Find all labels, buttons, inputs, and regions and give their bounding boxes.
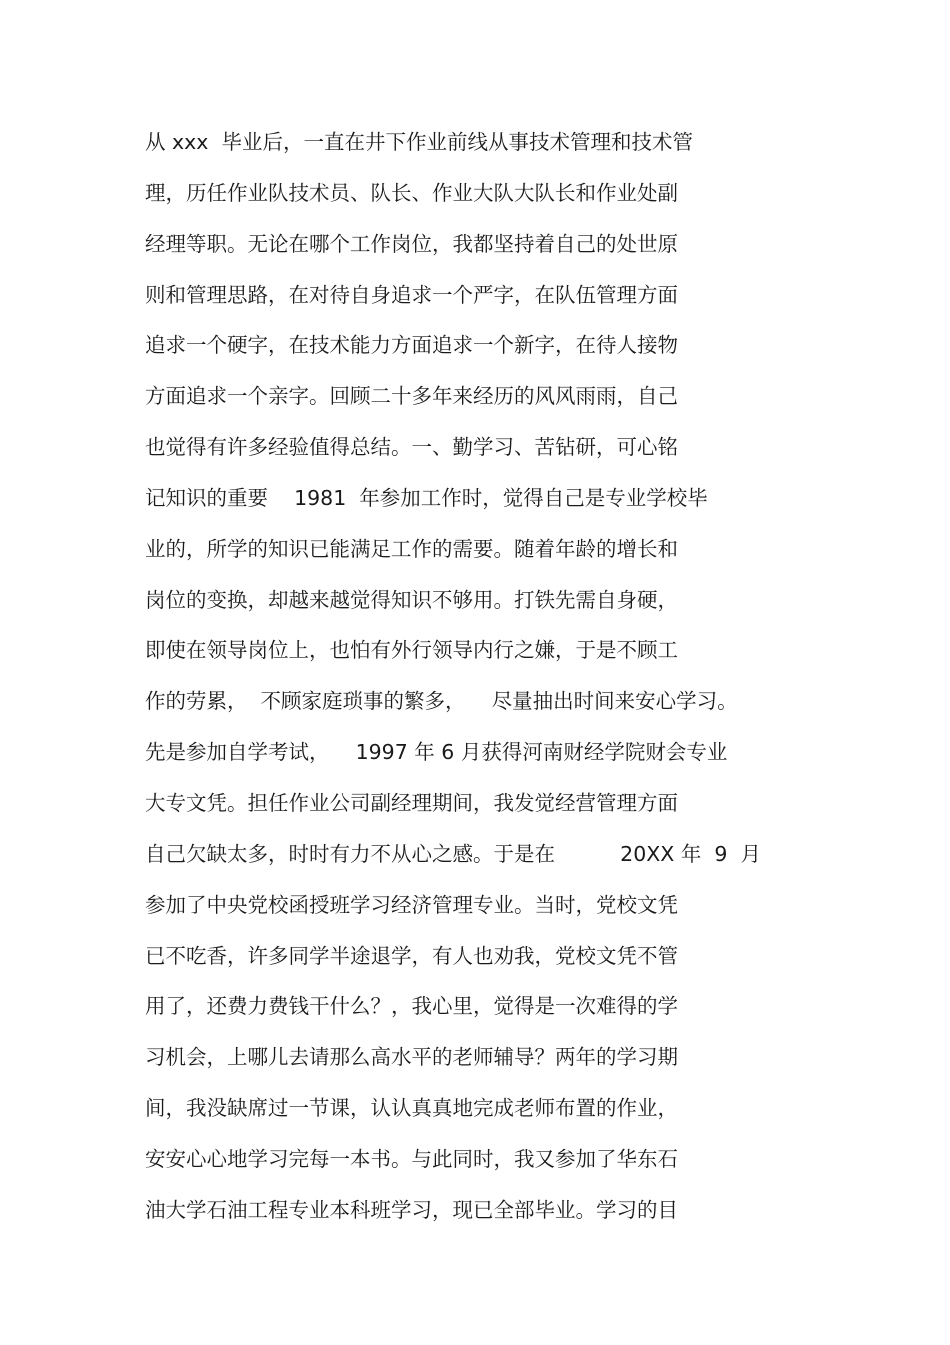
- text-line: 追求一个硬字，在技术能力方面追求一个新字，在待人接物: [145, 333, 678, 358]
- text-line: 先是参加自学考试， 1997 年 6 月获得河南财经学院财会专业: [145, 740, 728, 765]
- text-line: 从 xxx 毕业后，一直在井下作业前线从事技术管理和技术管: [145, 130, 693, 154]
- text-line: 参加了中央党校函授班学习经济管理专业。当时，党校文凭: [145, 892, 678, 917]
- text-line: 理，历任作业队技术员、队长、作业大队大队长和作业处副: [145, 180, 678, 205]
- text-line: 方面追求一个亲字。回顾二十多年来经历的风风雨雨，自己: [145, 384, 678, 409]
- text-line: 也觉得有许多经验值得总结。一、勤学习、苦钻研，可心铭: [145, 435, 678, 460]
- text-line: 安安心心地学习完每一本书。与此同时，我又参加了华东石: [145, 1146, 678, 1171]
- text-line: 经理等职。无论在哪个工作岗位，我都坚持着自己的处世原: [145, 231, 678, 256]
- text-line: 作的劳累， 不顾家庭琐事的繁多， 尽量抽出时间来安心学习。: [145, 689, 738, 714]
- text-line: 业的，所学的知识已能满足工作的需要。随着年龄的增长和: [145, 536, 678, 561]
- text-line: 已不吃香，许多同学半途退学，有人也劝我，党校文凭不管: [145, 943, 678, 968]
- text-line: 用了，还费力费钱干什么？，我心里，觉得是一次难得的学: [145, 994, 678, 1019]
- text-line: 间，我没缺席过一节课，认认真真地完成老师布置的作业，: [145, 1096, 678, 1121]
- text-line: 习机会，上哪儿去请那么高水平的老师辅导？两年的学习期: [145, 1045, 678, 1070]
- text-line: 则和管理思路，在对待自身追求一个严字，在队伍管理方面: [145, 282, 678, 307]
- body-text: [145, 121, 845, 1240]
- text-line: 自己欠缺太多，时时有力不从心之感。于是在 20XX 年 9 月: [145, 841, 761, 866]
- text-line: 岗位的变换，却越来越觉得知识不够用。打铁先需自身硬，: [145, 587, 678, 612]
- text-line: 记知识的重要 1981 年参加工作时，觉得自己是专业学校毕: [145, 485, 708, 510]
- text-line: 即使在领导岗位上，也怕有外行领导内行之嫌，于是不顾工: [145, 638, 678, 663]
- text-line: 油大学石油工程专业本科班学习，现已全部毕业。学习的目: [145, 1197, 678, 1222]
- text-line: 大专文凭。担任作业公司副经理期间，我发觉经营管理方面: [145, 790, 678, 815]
